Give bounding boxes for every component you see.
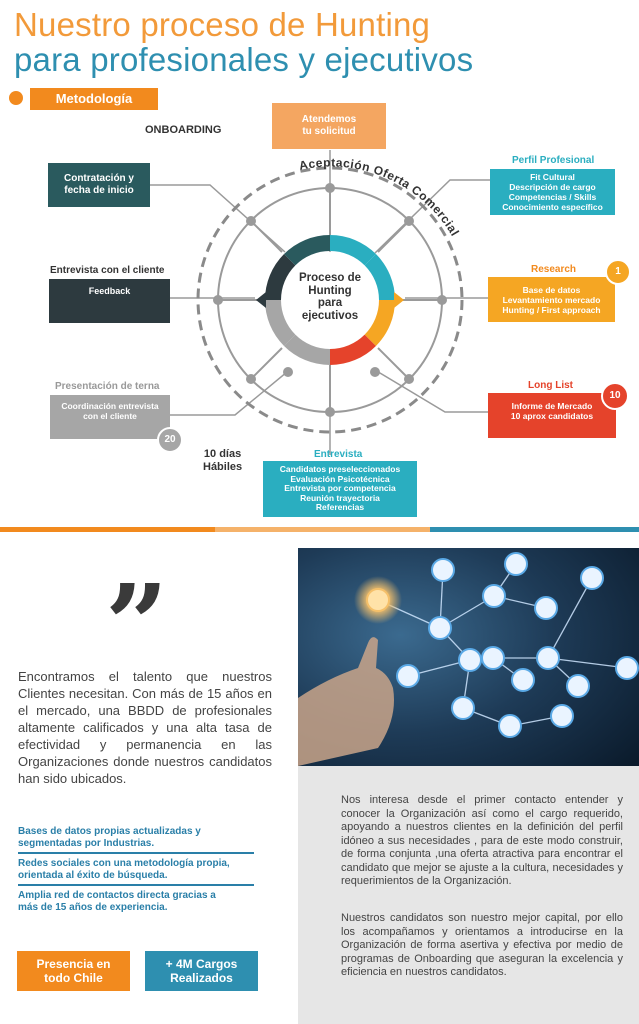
perfil-item: Competencias / Skills xyxy=(508,192,597,202)
research-item: Levantamiento mercado xyxy=(502,294,601,305)
atendemos-box xyxy=(272,103,386,149)
longlist-box xyxy=(488,393,616,438)
divider-stripe-light xyxy=(215,527,430,532)
quote-mark-icon: ” xyxy=(105,560,169,689)
cargos-line1: + 4M Cargos xyxy=(165,957,238,971)
divider-stripe-blue xyxy=(430,527,639,532)
bullet-item xyxy=(18,890,268,914)
entrevista-cliente-body: Feedback xyxy=(88,286,131,296)
research-badge: 1 xyxy=(605,259,631,285)
perfil-title: Perfil Profesional xyxy=(512,155,595,166)
longlist-badge: 10 xyxy=(601,382,629,410)
arc-label: Aceptación Oferta Comercial xyxy=(297,155,463,239)
center-line4: ejecutivos xyxy=(301,309,359,322)
page-title-line2: para profesionales y ejecutivos xyxy=(14,41,474,78)
presentacion-line1: Coordinación entrevista xyxy=(61,401,159,411)
research-title: Research xyxy=(531,264,577,275)
atendemos-line2: tu solicitud xyxy=(302,126,356,137)
entrevista-item: Entrevista por competencia xyxy=(284,483,396,494)
dias-label xyxy=(203,448,242,474)
perfil-item: Fit Cultural xyxy=(530,172,575,182)
bullet-item xyxy=(18,858,268,882)
presentacion-box xyxy=(50,395,170,439)
entrevista-item: Candidatos preseleccionados xyxy=(279,464,401,475)
contratacion-line2: fecha de inicio xyxy=(64,185,134,196)
bullet-line2: orientada al éxito de búsqueda. xyxy=(18,870,168,881)
presencia-line1: Presencia en xyxy=(36,957,111,971)
bullet-line1: Amplia red de contactos directa gracias a xyxy=(18,890,216,901)
perfil-item: Descripción de cargo xyxy=(509,182,596,192)
section-label: Metodología xyxy=(30,88,158,110)
right-paragraph-1: Nos interesa desde el primer contacto entender y conocer la Organización así como el cargo requerido, apoyando a nuestros clientes en la definición del perfil idóneo a sus necesidades , para de este modo construir, de forma conjunta ,una oferta atractiva para encontrar el candidato que mejor se ajuste a la cultura, necesidades y requerimientos de la Organización. xyxy=(341,794,623,887)
research-item: Hunting / First approach xyxy=(502,304,601,315)
contratacion-line1: Contratación y xyxy=(63,173,134,184)
divider-stripe-orange xyxy=(0,527,215,532)
presentacion-badge: 20 xyxy=(157,427,183,453)
bullet-line2: segmentadas por Industrias. xyxy=(18,838,155,849)
center-line3: para xyxy=(317,297,343,309)
svg-text:Aceptación Oferta Comercial xyxy=(298,155,462,238)
presentacion-line2: con el cliente xyxy=(83,411,137,421)
contratacion-box xyxy=(48,163,150,207)
entrevista-cliente-title: Entrevista con el cliente xyxy=(50,265,165,276)
bullet-divider xyxy=(18,884,254,886)
entrevista-title: Entrevista xyxy=(314,449,363,460)
longlist-item: 10 aprox candidatos xyxy=(510,411,594,421)
bullet-line1: Bases de datos propias actualizadas y xyxy=(18,826,201,837)
perfil-box xyxy=(490,169,615,215)
atendemos-line1: Atendemos xyxy=(301,114,357,125)
bullet-divider xyxy=(18,852,254,854)
right-paragraph-2: Nuestros candidatos son nuestro mejor capital, por ello los acompañamos y orientamos a introducirse en la Organización de forma asertiva y efectiva por medio de programas de Onboarding que aseguran la excelencia y eficiencia en nuestros candidatos. xyxy=(341,912,623,978)
bullet-line1: Redes sociales con una metodología propia, xyxy=(18,858,230,869)
bullet-item xyxy=(18,826,268,850)
entrevista-item: Referencias xyxy=(315,502,365,513)
center-line1: Proceso de xyxy=(299,272,361,284)
cargos-line2: Realizados xyxy=(170,971,233,985)
presencia-button xyxy=(17,951,130,991)
onboarding-label: ONBOARDING xyxy=(145,124,222,136)
dias-line1: 10 días xyxy=(203,448,242,460)
entrevista-item: Reunión trayectoria xyxy=(300,492,380,503)
dias-line2: Hábiles xyxy=(203,461,243,473)
page-title-line1: Nuestro proceso de Hunting xyxy=(14,6,431,43)
network-image xyxy=(298,548,639,766)
presentacion-title: Presentación de terna xyxy=(55,381,160,392)
research-box xyxy=(488,277,615,322)
entrevista-cliente-box xyxy=(49,279,170,323)
center-label xyxy=(282,272,378,322)
longlist-title: Long List xyxy=(528,380,573,391)
bullet-line2: más de 15 años de experiencia. xyxy=(18,902,168,913)
entrevista-box xyxy=(263,461,417,517)
presencia-line2: todo Chile xyxy=(44,971,103,985)
left-paragraph: Encontramos el talento que nuestros Clientes necesitan. Con más de 15 años en el mercado, una BBDD de profesionales altamente calificados y una alta tasa de efectividad y permanencia en las Organizaciones donde nuestros candidatos han sido ubicados. xyxy=(18,669,272,786)
center-line2: Hunting xyxy=(308,284,352,297)
cargos-button xyxy=(145,951,258,991)
longlist-item: Informe de Mercado xyxy=(511,401,593,411)
entrevista-item: Evaluación Psicotécnica xyxy=(290,473,390,484)
perfil-item: Conocimiento específico xyxy=(502,202,603,212)
research-item: Base de datos xyxy=(522,284,581,295)
